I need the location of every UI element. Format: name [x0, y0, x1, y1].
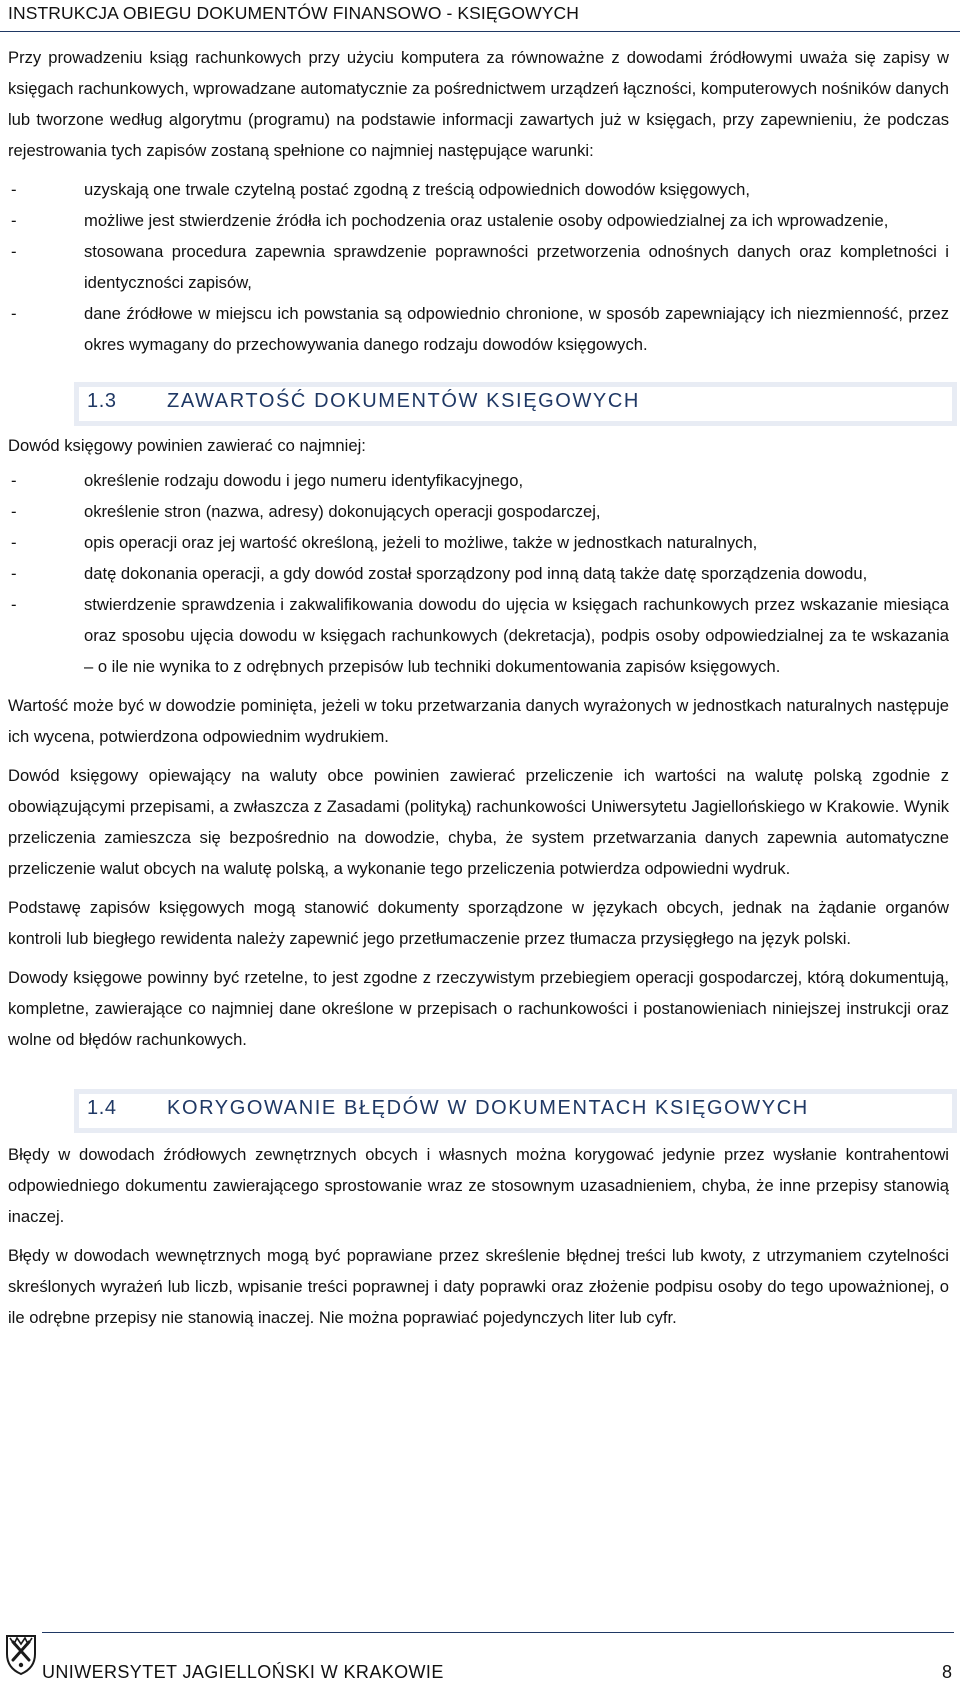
bullet-dash: - — [11, 180, 17, 199]
section-paragraph: Dowód księgowy opiewający na waluty obce powinien zawierać przeliczenie ich wartości na walutę polską zgodnie z obowiązującymi przepisami, a zwłaszcza z Zasadami (polityką) rachunkowości Uniwersytetu Jagiellońskiego w Krakowie. Wynik przeliczenia zamieszcza się bezpośrednio na dowodzie, chyba, że system przetwarzania danych zapewnia automatyczne przeliczenie walut obcych na walutę polską, a wykonanie tego przeliczenia potwierdza odpowiedni wydruk. — [8, 766, 949, 878]
list-item: - stosowana procedura zapewnia sprawdzenie poprawności przetworzenia odnośnych danych oraz kompletności i identyczności zapisów, — [8, 236, 949, 298]
list-item: - opis operacji oraz jej wartość określoną, jeżeli to możliwe, także w jednostkach naturalnych, — [8, 527, 949, 558]
list-item: - datę dokonania operacji, a gdy dowód został sporządzony pod inną datą także datę sporządzenia dowodu, — [8, 558, 949, 589]
intro-bullet-list — [8, 174, 949, 360]
list-item: - dane źródłowe w miejscu ich powstania są odpowiednio chronione, w sposób zapewniający ich niezmienność, przez okres wymagany do przechowywania danego rodzaju dowodów księgowych. — [8, 298, 949, 360]
university-crest-icon — [4, 1630, 38, 1676]
bullet-dash: - — [11, 211, 17, 230]
list-item: - stwierdzenie sprawdzenia i zakwalifikowania dowodu do ujęcia w księgach rachunkowych przez wskazanie miesiąca oraz sposobu ujęcia dowodu w księgach rachunkowych (dekretacja), podpis osoby odpowiedzialnej za te wskazania – o ile nie wynika to z odrębnych przepisów lub techniki dokumentowania zapisów księgowych. — [8, 589, 949, 682]
section-lead: Dowód księgowy powinien zawierać co najmniej: — [8, 436, 366, 455]
footer-university-name: UNIWERSYTET JAGIELLOŃSKI W KRAKOWIE — [42, 1662, 444, 1682]
bullet-dash: - — [11, 471, 17, 490]
bullet-dash: - — [11, 304, 17, 323]
list-item: - uzyskają one trwale czytelną postać zgodną z treścią odpowiednich dowodów księgowych, — [8, 174, 949, 205]
section-title: ZAWARTOŚĆ DOKUMENTÓW KSIĘGOWYCH — [167, 390, 640, 412]
page-footer — [0, 1630, 960, 1689]
bullet-dash: - — [11, 564, 17, 583]
section-heading-1-3 — [74, 382, 957, 426]
section-number: 1.4 — [87, 1097, 117, 1119]
section-paragraph: Wartość może być w dowodzie pominięta, jeżeli w toku przetwarzania danych wyrażonych w jednostkach naturalnych następuje ich wycena, potwierdzona odpowiednim wydrukiem. — [8, 696, 949, 746]
page-content — [8, 42, 949, 1341]
bullet-dash: - — [11, 595, 17, 614]
section-paragraph: Dowody księgowe powinny być rzetelne, to jest zgodne z rzeczywistym przebiegiem operacji gospodarczej, którą dokumentują, kompletne, zawierające co najmniej dane określone w przepisach o rachunkowości i postanowieniach niniejszej instrukcji oraz wolne od błędów rachunkowych. — [8, 968, 949, 1049]
section-paragraph: Błędy w dowodach wewnętrznych mogą być poprawiane przez skreślenie błędnej treści lub kwoty, z utrzymaniem czytelności skreślonych wyrażeń lub liczb, wpisanie treści poprawnej i daty poprawki oraz złożenie podpisu osoby do tego upoważnionej, o ile odrębne przepisy nie stanowią inaczej. Nie można poprawiać pojedynczych liter lub cyfr. — [8, 1246, 949, 1327]
section-title: KORYGOWANIE BŁĘDÓW W DOKUMENTACH KSIĘGOWYCH — [167, 1097, 809, 1119]
header-title: INSTRUKCJA OBIEGU DOKUMENTÓW FINANSOWO - KSIĘGOWYCH — [8, 3, 579, 23]
footer-rule — [42, 1632, 954, 1633]
list-item: - możliwe jest stwierdzenie źródła ich pochodzenia oraz ustalenie osoby odpowiedzialnej za ich wprowadzenie, — [8, 205, 949, 236]
list-item: - określenie rodzaju dowodu i jego numeru identyfikacyjnego, — [8, 465, 949, 496]
section-number: 1.3 — [87, 390, 117, 412]
bullet-dash: - — [11, 502, 17, 521]
section-heading-1-4 — [74, 1089, 957, 1133]
section-paragraph: Błędy w dowodach źródłowych zewnętrznych obcych i własnych można korygować jedynie przez wysłanie kontrahentowi odpowiedniego dokumentu zawierającego sprostowanie wraz ze stosownym uzasadnieniem, chyba, że inne przepisy stanowią inaczej. — [8, 1145, 949, 1226]
bullet-dash: - — [11, 242, 17, 261]
section-bullet-list — [8, 465, 949, 682]
page-number: 8 — [941, 1662, 952, 1682]
page-header — [0, 0, 960, 32]
list-item: - określenie stron (nazwa, adresy) dokonujących operacji gospodarczej, — [8, 496, 949, 527]
bullet-dash: - — [11, 533, 17, 552]
section-paragraph: Podstawę zapisów księgowych mogą stanowić dokumenty sporządzone w językach obcych, jednak na żądanie organów kontroli lub biegłego rewidenta należy zapewnić jego przetłumaczenie przez tłumacza przysięgłego na język polski. — [8, 898, 949, 948]
intro-paragraph: Przy prowadzeniu ksiąg rachunkowych przy użyciu komputera za równoważne z dowodami źródłowymi uważa się zapisy w księgach rachunkowych, wprowadzane automatycznie za pośrednictwem urządzeń łączności, komputerowych nośników danych lub tworzone według algorytmu (programu) na podstawie informacji zawartych już w księgach, przy zapewnieniu, że podczas rejestrowania tych zapisów zostaną spełnione co najmniej następujące warunki: — [8, 48, 949, 160]
